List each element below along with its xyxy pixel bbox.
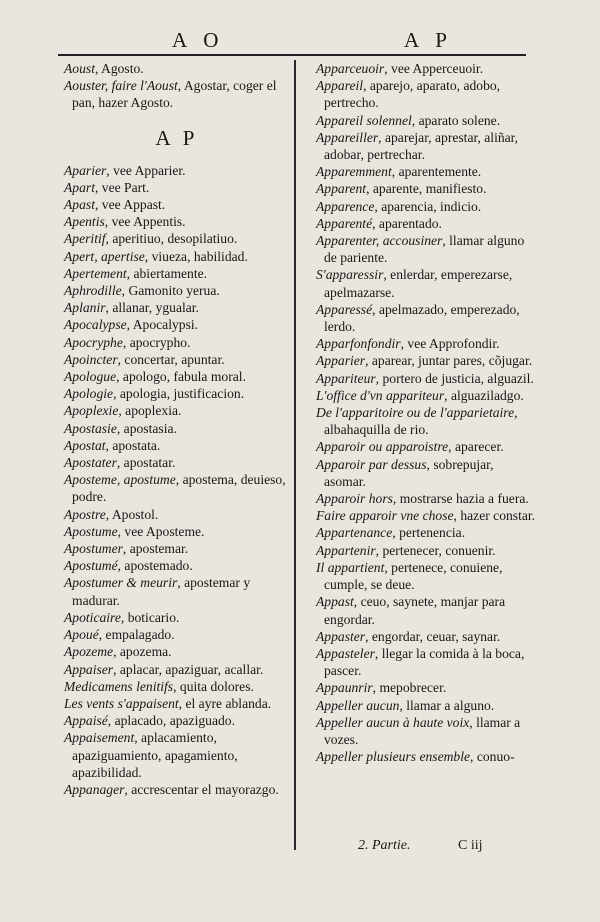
dictionary-entry — [316, 60, 538, 77]
dictionary-entry — [64, 695, 290, 712]
dictionary-entry — [64, 540, 290, 557]
dictionary-entry — [64, 781, 290, 798]
entry-headword: Apocryphe — [64, 334, 123, 350]
entry-translation: , aperitiuo, desopilatiuo. — [105, 231, 238, 247]
entry-headword: Apertement — [64, 265, 127, 281]
entry-translation: , aparejar, aprestar, aliñar, adobar, pertrechar. — [324, 129, 519, 163]
entry-translation: , apozema. — [113, 644, 172, 660]
entry-headword: Apparoir hors — [316, 491, 393, 507]
section-heading: A P — [155, 125, 199, 150]
entry-headword: Medicamens lenitifs — [64, 678, 174, 694]
entry-translation: , aparejo, aparato, adobo, pertrecho. — [324, 78, 501, 111]
entry-translation: , mostrarse hazia a fuera. — [392, 491, 529, 507]
entry-headword: Apparessé — [316, 301, 373, 317]
dictionary-entry — [64, 265, 290, 282]
entry-translation: , empalagado. — [98, 627, 175, 643]
entry-headword: Apparemment — [316, 164, 392, 180]
entry-translation: , viueza, habilidad. — [144, 248, 248, 264]
dictionary-entry — [64, 678, 290, 695]
dictionary-entry — [316, 232, 538, 266]
entry-translation: , accrescentar el mayorazgo. — [124, 781, 279, 797]
entry-translation: , conuo- — [470, 749, 515, 765]
dictionary-entry — [64, 77, 290, 111]
entry-translation: , apologo, fabula moral. — [116, 369, 246, 385]
entry-headword: Apparence — [316, 198, 375, 214]
entry-translation: , llamar a vozes. — [324, 714, 521, 747]
entry-headword: Apostumer & meurir — [64, 575, 178, 591]
entry-headword: Appaiser — [64, 661, 114, 677]
entry-headword: Apparenter, accousiner — [316, 233, 443, 249]
entry-headword: Apparoir par dessus — [316, 456, 427, 472]
entry-translation: , llamar a alguno. — [399, 697, 495, 713]
page-footer — [358, 838, 483, 854]
entry-headword: Appeller aucun à haute voix — [316, 714, 470, 730]
entry-headword: Aplanir — [64, 300, 106, 316]
entry-translation: , aplacamiento, apaziguamiento, apagamiento, apazibilidad. — [72, 730, 238, 780]
dictionary-entry — [64, 351, 290, 368]
dictionary-entry — [64, 316, 290, 333]
entry-translation: , Gamonito yerua. — [121, 283, 220, 299]
dictionary-entry — [64, 60, 290, 77]
dictionary-entry — [316, 266, 538, 300]
entry-translation: , Agosto. — [94, 61, 144, 76]
dictionary-entry — [64, 712, 290, 729]
dictionary-entry — [64, 230, 290, 247]
dictionary-entry — [64, 609, 290, 626]
entry-translation: , aparato solene. — [411, 112, 501, 128]
dictionary-entry — [64, 179, 290, 196]
entry-headword: Appasteler — [316, 645, 375, 661]
entry-headword: Appartenir — [316, 542, 376, 558]
entry-headword: Appaster — [316, 628, 366, 644]
dictionary-entry — [64, 506, 290, 523]
entry-headword: Apoué — [64, 627, 99, 643]
dictionary-entry — [316, 507, 538, 524]
entry-headword: Apparier — [316, 353, 366, 369]
entry-translation: , vee Apperceuoir. — [384, 61, 484, 76]
entry-translation: , apologia, justificacion. — [113, 386, 245, 402]
dictionary-entry — [316, 77, 538, 111]
dictionary-entry — [64, 213, 290, 230]
dictionary-entry — [64, 523, 290, 540]
entry-headword: Aoust — [64, 61, 95, 76]
entry-translation: , apostatar. — [116, 455, 176, 471]
running-header-left: A O — [172, 28, 225, 52]
entry-headword: Appariteur — [316, 370, 376, 386]
entry-headword: Apparceuoir — [316, 61, 385, 76]
dictionary-entry — [64, 437, 290, 454]
header-rule — [58, 54, 526, 56]
dictionary-entry — [316, 129, 538, 163]
entry-translation: , boticario. — [120, 609, 180, 625]
dictionary-entry — [316, 679, 538, 696]
entry-translation: , Apocalypsi. — [126, 317, 199, 333]
entry-translation: , engordar, ceuar, saynar. — [365, 628, 501, 644]
entry-translation: , pertenecer, conuenir. — [375, 542, 496, 558]
dictionary-entry — [316, 370, 538, 387]
dictionary-entry — [64, 574, 290, 608]
entry-headword: Faire apparoir vne chose — [316, 508, 454, 524]
entry-headword: Apparenté — [316, 215, 373, 231]
entry-translation: , aparentado. — [372, 215, 442, 231]
entry-translation: , apostemado. — [117, 558, 193, 574]
dictionary-entry — [316, 335, 538, 352]
entry-translation: , quita dolores. — [173, 678, 254, 694]
dictionary-entry — [64, 385, 290, 402]
dictionary-entry — [316, 714, 538, 748]
entry-headword: Appareiller — [316, 129, 379, 145]
entry-translation: , aparente, manifiesto. — [366, 181, 487, 197]
entry-headword: Appartenance — [316, 525, 393, 541]
part-label: 2. Partie. — [358, 838, 411, 853]
entry-translation: , el ayre ablanda. — [178, 695, 272, 711]
dictionary-entry — [316, 438, 538, 455]
entry-translation: , aparecer. — [448, 439, 504, 455]
dictionary-entry — [316, 112, 538, 129]
entry-headword: Apostumer — [64, 541, 123, 557]
entry-translation: , aparencia, indicio. — [374, 198, 482, 214]
entry-headword: Il appartient — [316, 559, 385, 575]
entry-translation: , vee Approfondir. — [400, 336, 500, 352]
entry-translation: , vee Appentis. — [104, 214, 186, 230]
entry-headword: Apoincter — [64, 351, 118, 367]
entry-translation: , concertar, apuntar. — [117, 351, 225, 367]
entry-headword: Aposteme, apostume — [64, 472, 176, 488]
entry-translation: , alguaziladgo. — [444, 387, 524, 403]
entry-translation: , apoplexia. — [118, 403, 182, 419]
entry-translation: , apelmazado, emperezado, lerdo. — [324, 301, 520, 335]
right-column — [316, 60, 538, 765]
entry-translation: , vee Apparier. — [106, 162, 186, 178]
entry-translation: , portero de justicia, alguazil. — [375, 370, 534, 386]
entry-headword: Apologie — [64, 386, 114, 402]
entry-headword: Aphrodille — [64, 283, 122, 299]
entry-translation: , albahaquilla de rio. — [324, 405, 518, 438]
dictionary-entry — [64, 471, 290, 505]
entry-headword: Apostater — [64, 455, 117, 471]
dictionary-entry — [316, 215, 538, 232]
entry-headword: Les vents s'appaisent — [64, 695, 179, 711]
dictionary-entry — [64, 454, 290, 471]
left-column — [64, 60, 290, 798]
dictionary-entry — [316, 163, 538, 180]
dictionary-entry — [316, 301, 538, 335]
entry-headword: Appaunrir — [316, 680, 373, 696]
dictionary-entry — [64, 368, 290, 385]
dictionary-entry — [316, 542, 538, 559]
right-entries — [316, 60, 538, 765]
dictionary-entry — [316, 748, 538, 765]
signature-mark: C iij — [458, 838, 483, 853]
entry-translation: , vee Aposteme. — [117, 523, 205, 539]
dictionary-entry — [64, 420, 290, 437]
entry-headword: Apologue — [64, 369, 117, 385]
entry-headword: Apparoir ou apparoistre — [316, 439, 449, 455]
entry-translation: , vee Appast. — [94, 197, 166, 213]
entry-translation: , aparear, juntar pares, cõjugar. — [365, 353, 533, 369]
entry-headword: Apparent — [316, 181, 367, 197]
dictionary-entry — [316, 198, 538, 215]
dictionary-entry — [316, 645, 538, 679]
entry-translation: , abiertamente. — [126, 265, 208, 281]
entry-headword: Apoplexie — [64, 403, 119, 419]
dictionary-entry — [316, 180, 538, 197]
entry-translation: , pertenece, conuiene, cumple, se deue. — [324, 559, 503, 593]
entry-translation: , allanar, ygualar. — [105, 300, 199, 316]
dictionary-entry — [316, 456, 538, 490]
entry-headword: S'apparessir — [316, 267, 384, 283]
entry-headword: Apozeme — [64, 644, 114, 660]
dictionary-entry — [64, 626, 290, 643]
entry-translation: , enlerdar, emperezarse, apelmazarse. — [324, 267, 513, 300]
entry-headword: Appeller plusieurs ensemble — [316, 749, 471, 765]
entry-headword: Aperitif — [64, 231, 106, 247]
entry-headword: Appareil — [316, 78, 364, 94]
entry-headword: Apentis — [64, 214, 105, 230]
running-header-right: A P — [404, 28, 453, 52]
entry-translation: , llegar la comida à la boca, pascer. — [324, 645, 525, 679]
dictionary-entry — [64, 402, 290, 419]
entry-translation: , mepobrecer. — [372, 680, 447, 696]
entry-translation: , ceuo, saynete, manjar para engordar. — [324, 594, 506, 627]
column-divider — [294, 60, 296, 850]
entry-translation: , apostema, deuieso, podre. — [72, 472, 286, 505]
dictionary-entry — [316, 387, 538, 404]
entry-headword: Aparier — [64, 162, 107, 178]
entry-headword: Apostat — [64, 437, 106, 453]
entry-headword: Apocalypse — [64, 317, 127, 333]
entry-translation: , sobrepujar, asomar. — [324, 456, 494, 489]
entry-headword: Apostume — [64, 523, 118, 539]
dictionary-entry — [64, 334, 290, 351]
entry-translation: , Agostar, coger el pan, hazer Agosto. — [72, 78, 277, 111]
entry-translation: , aplacar, apaziguar, acallar. — [113, 661, 264, 677]
dictionary-entry — [64, 643, 290, 660]
entry-translation: , aparentemente. — [391, 164, 482, 180]
entry-headword: Apostre — [64, 506, 106, 522]
entry-headword: Appast — [316, 594, 354, 610]
entry-headword: Apostumé — [64, 558, 118, 574]
entry-headword: Appeller aucun — [316, 697, 400, 713]
entry-headword: Appanager — [64, 781, 125, 797]
entry-translation: , aplacado, apaziguado. — [107, 713, 235, 729]
dictionary-entry — [64, 248, 290, 265]
dictionary-entry — [316, 593, 538, 627]
dictionary-entry — [316, 524, 538, 541]
dictionary-entry — [64, 729, 290, 781]
entry-translation: , apostata. — [105, 437, 161, 453]
entry-translation: , pertenencia. — [392, 525, 466, 541]
dictionary-entry — [64, 282, 290, 299]
entry-translation: , apostasia. — [116, 420, 177, 436]
entry-headword: Apparfonfondir — [316, 336, 401, 352]
entry-translation: , vee Part. — [94, 179, 150, 195]
dictionary-entry — [64, 661, 290, 678]
dictionary-entry — [316, 697, 538, 714]
entry-translation: , hazer constar. — [453, 508, 536, 524]
dictionary-entry — [64, 196, 290, 213]
entry-headword: De l'apparitoire ou de l'apparietaire — [316, 405, 515, 421]
entry-headword: Apart — [64, 179, 95, 195]
entry-headword: Apast — [64, 197, 95, 213]
entry-headword: L'office d'vn appariteur — [316, 387, 445, 403]
entry-translation: , apocrypho. — [122, 334, 191, 350]
entry-headword: Aouster, faire l'Aoust — [64, 78, 178, 94]
entry-headword: Apostasie — [64, 420, 117, 436]
entry-headword: Apoticaire — [64, 609, 121, 625]
dictionary-entry — [316, 559, 538, 593]
dictionary-entry — [316, 404, 538, 438]
entry-headword: Apert, apertise — [64, 248, 145, 264]
dictionary-entry — [64, 299, 290, 316]
dictionary-entry — [64, 162, 290, 179]
entry-translation: , llamar alguno de pariente. — [324, 233, 525, 266]
entry-headword: Appaisement — [64, 730, 135, 746]
entry-translation: , apostemar. — [122, 541, 189, 557]
entry-headword: Appaisé — [64, 713, 108, 729]
left-top-entries — [64, 60, 290, 112]
dictionary-entry — [64, 557, 290, 574]
entry-translation: , apostemar y madurar. — [72, 575, 251, 608]
left-entries — [64, 162, 290, 799]
entry-headword: Appareil solennel — [316, 112, 412, 128]
dictionary-entry — [316, 490, 538, 507]
dictionary-entry — [316, 628, 538, 645]
entry-translation: , Apostol. — [105, 506, 159, 522]
dictionary-entry — [316, 352, 538, 369]
